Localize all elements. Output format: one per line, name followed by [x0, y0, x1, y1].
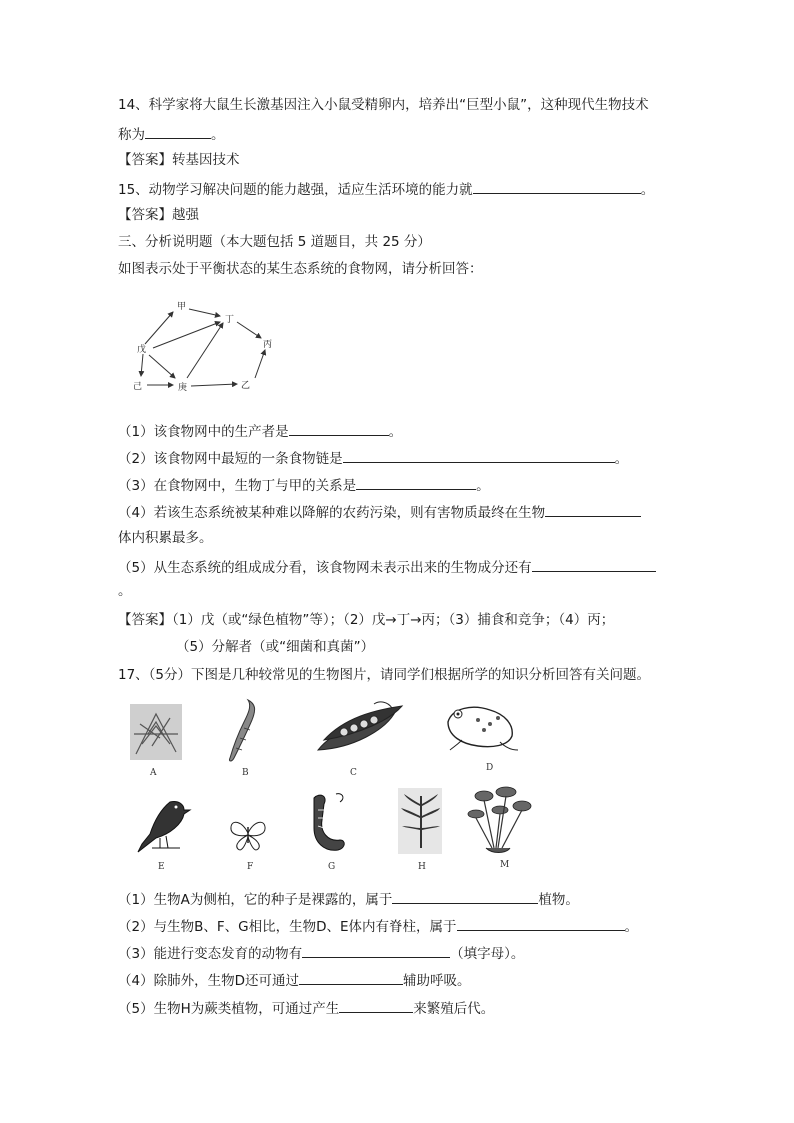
q16-p2-text: （2）该食物网中最短的一条食物链是	[118, 451, 343, 467]
answer-label: 【答案】	[118, 612, 172, 628]
answer-label: 【答案】	[118, 152, 172, 168]
arrow-ding-bing	[237, 322, 261, 338]
food-web-diagram	[125, 292, 285, 402]
arrow-jia-ding	[189, 309, 220, 316]
q16-answer-line2: （5）分解者（或“细菌和真菌”）	[176, 639, 375, 655]
q16-p2-blank[interactable]	[343, 447, 615, 463]
section3-heading: 三、分析说明题（本大题包括 5 道题目，共 25 分）	[118, 234, 431, 250]
q16-part4	[118, 501, 641, 523]
q17-p2-blank[interactable]	[457, 915, 625, 931]
q16-answer	[118, 610, 614, 630]
q16-part2	[118, 447, 628, 469]
q15-answer-blank[interactable]	[473, 178, 641, 194]
arrow-wu-ding	[153, 322, 220, 348]
figure-label-e: E	[158, 862, 165, 872]
figure-label-b: B	[242, 768, 249, 778]
q15-answer	[118, 205, 199, 225]
q16-p3-blank[interactable]	[356, 474, 476, 490]
figure-label-g: G	[328, 862, 336, 872]
arrow-wu-geng	[149, 355, 175, 378]
figure-b-earthworm	[222, 696, 262, 764]
q16-p5-text: （5）从生态系统的组成成分看，该食物网未表示出来的生物成分还有	[118, 560, 532, 576]
q14-line1: 14、科学家将大鼠生长激基因注入小鼠受精卵内，培养出“巨型小鼠”，这种现代生物技术	[118, 97, 649, 113]
node-ding: 丁	[225, 315, 235, 325]
q14-suffix: 。	[211, 127, 225, 143]
q14-prefix: 称为	[118, 127, 145, 143]
q17-p2-text: （2）与生物B、F、G相比，生物D、E体内有脊柱，属于	[118, 919, 457, 935]
q17-part4	[118, 969, 470, 991]
q17-part3	[118, 942, 524, 964]
figure-a-arborvitae	[130, 704, 182, 760]
q17-p1-blank[interactable]	[392, 888, 538, 904]
q17-p4-suffix: 辅助呼吸。	[402, 973, 471, 989]
node-bing: 丙	[263, 340, 273, 350]
q16-p1-text: （1）该食物网中的生产者是	[118, 424, 289, 440]
q17-p3-suffix: （填字母）。	[450, 946, 525, 962]
figure-d-frog	[442, 700, 520, 752]
q14-answer	[118, 150, 240, 170]
figure-e-bird	[130, 794, 192, 858]
q17-part5	[118, 997, 494, 1019]
figure-m-mushrooms	[466, 784, 534, 858]
q17-p3-blank[interactable]	[302, 942, 450, 958]
arrow-wu-ji	[141, 354, 143, 376]
arrow-yi-bing	[255, 350, 265, 378]
q16-p3-text: （3）在食物网中，生物丁与甲的关系是	[118, 478, 357, 494]
figure-label-h: H	[418, 862, 426, 872]
q16-part1	[118, 420, 402, 442]
node-wu: 戊	[137, 345, 147, 355]
node-geng: 庚	[178, 383, 188, 393]
answer-label: 【答案】	[118, 207, 172, 223]
figure-h-fern	[398, 788, 442, 854]
q17-p4-blank[interactable]	[299, 969, 403, 985]
arrow-geng-ding	[187, 323, 223, 378]
figure-label-a: A	[150, 768, 157, 778]
figure-g-caterpillar	[306, 790, 350, 856]
q17-heading: 17、（5分）下图是几种较常见的生物图片，请同学们根据所学的知识分析回答有关问题。	[118, 667, 651, 683]
q15-line	[118, 178, 654, 200]
q16-part5	[118, 556, 656, 578]
q16-p2-suffix: 。	[614, 451, 629, 467]
figure-label-m: M	[500, 860, 510, 870]
q17-p4-text: （4）除肺外，生物D还可通过	[118, 973, 299, 989]
figure-label-f: F	[247, 862, 254, 872]
q17-p5-text: （5）生物H为蕨类植物，可通过产生	[118, 1001, 340, 1017]
node-jia: 甲	[177, 302, 187, 312]
q16-part4-cont: 体内积累最多。	[118, 530, 213, 546]
q17-p5-suffix: 来繁殖后代。	[413, 1001, 495, 1017]
q17-p1-suffix: 植物。	[538, 892, 579, 908]
arrow-geng-yi	[191, 384, 237, 386]
q16-p4-text: （4）若该生态系统被某种难以降解的农药污染，则有害物质最终在生物	[118, 505, 546, 521]
q17-part2	[118, 915, 638, 937]
q16-part3	[118, 474, 490, 496]
q16-answer-line1: （1）戊（或“绿色植物”等）；（2）戊→丁→丙；（3）捕食和竞争；（4）丙；	[172, 612, 615, 628]
q16-part5-cont: 。	[118, 583, 132, 599]
figure-label-d: D	[486, 763, 494, 773]
q16-p1-suffix: 。	[388, 424, 403, 440]
q14-line2	[118, 123, 225, 145]
q17-p3-text: （3）能进行变态发育的动物有	[118, 946, 303, 962]
figure-c-pea-pods	[314, 700, 406, 762]
node-ji: 己	[133, 382, 143, 392]
q14-answer-blank[interactable]	[145, 123, 211, 139]
q17-p5-blank[interactable]	[339, 997, 413, 1013]
arrow-wu-jia	[145, 312, 173, 344]
q16-p5-blank[interactable]	[532, 556, 656, 572]
q17-p1-text: （1）生物A为侧柏，它的种子是裸露的，属于	[118, 892, 393, 908]
q16-p4-blank[interactable]	[545, 501, 641, 517]
q16-p3-suffix: 。	[476, 478, 490, 494]
node-yi: 乙	[241, 381, 251, 391]
q17-p2-suffix: 。	[624, 919, 639, 935]
q17-part1	[118, 888, 579, 910]
q15-answer-text: 越强	[172, 207, 199, 223]
q15-suffix: 。	[640, 182, 655, 198]
figure-f-butterfly	[228, 815, 268, 853]
q14-answer-text: 转基因技术	[172, 152, 240, 168]
section3-intro: 如图表示处于平衡状态的某生态系统的食物网，请分析回答：	[118, 261, 483, 277]
figure-label-c: C	[350, 768, 357, 778]
q16-p1-blank[interactable]	[289, 420, 389, 436]
q15-text: 15、动物学习解决问题的能力越强，适应生活环境的能力就	[118, 182, 473, 198]
